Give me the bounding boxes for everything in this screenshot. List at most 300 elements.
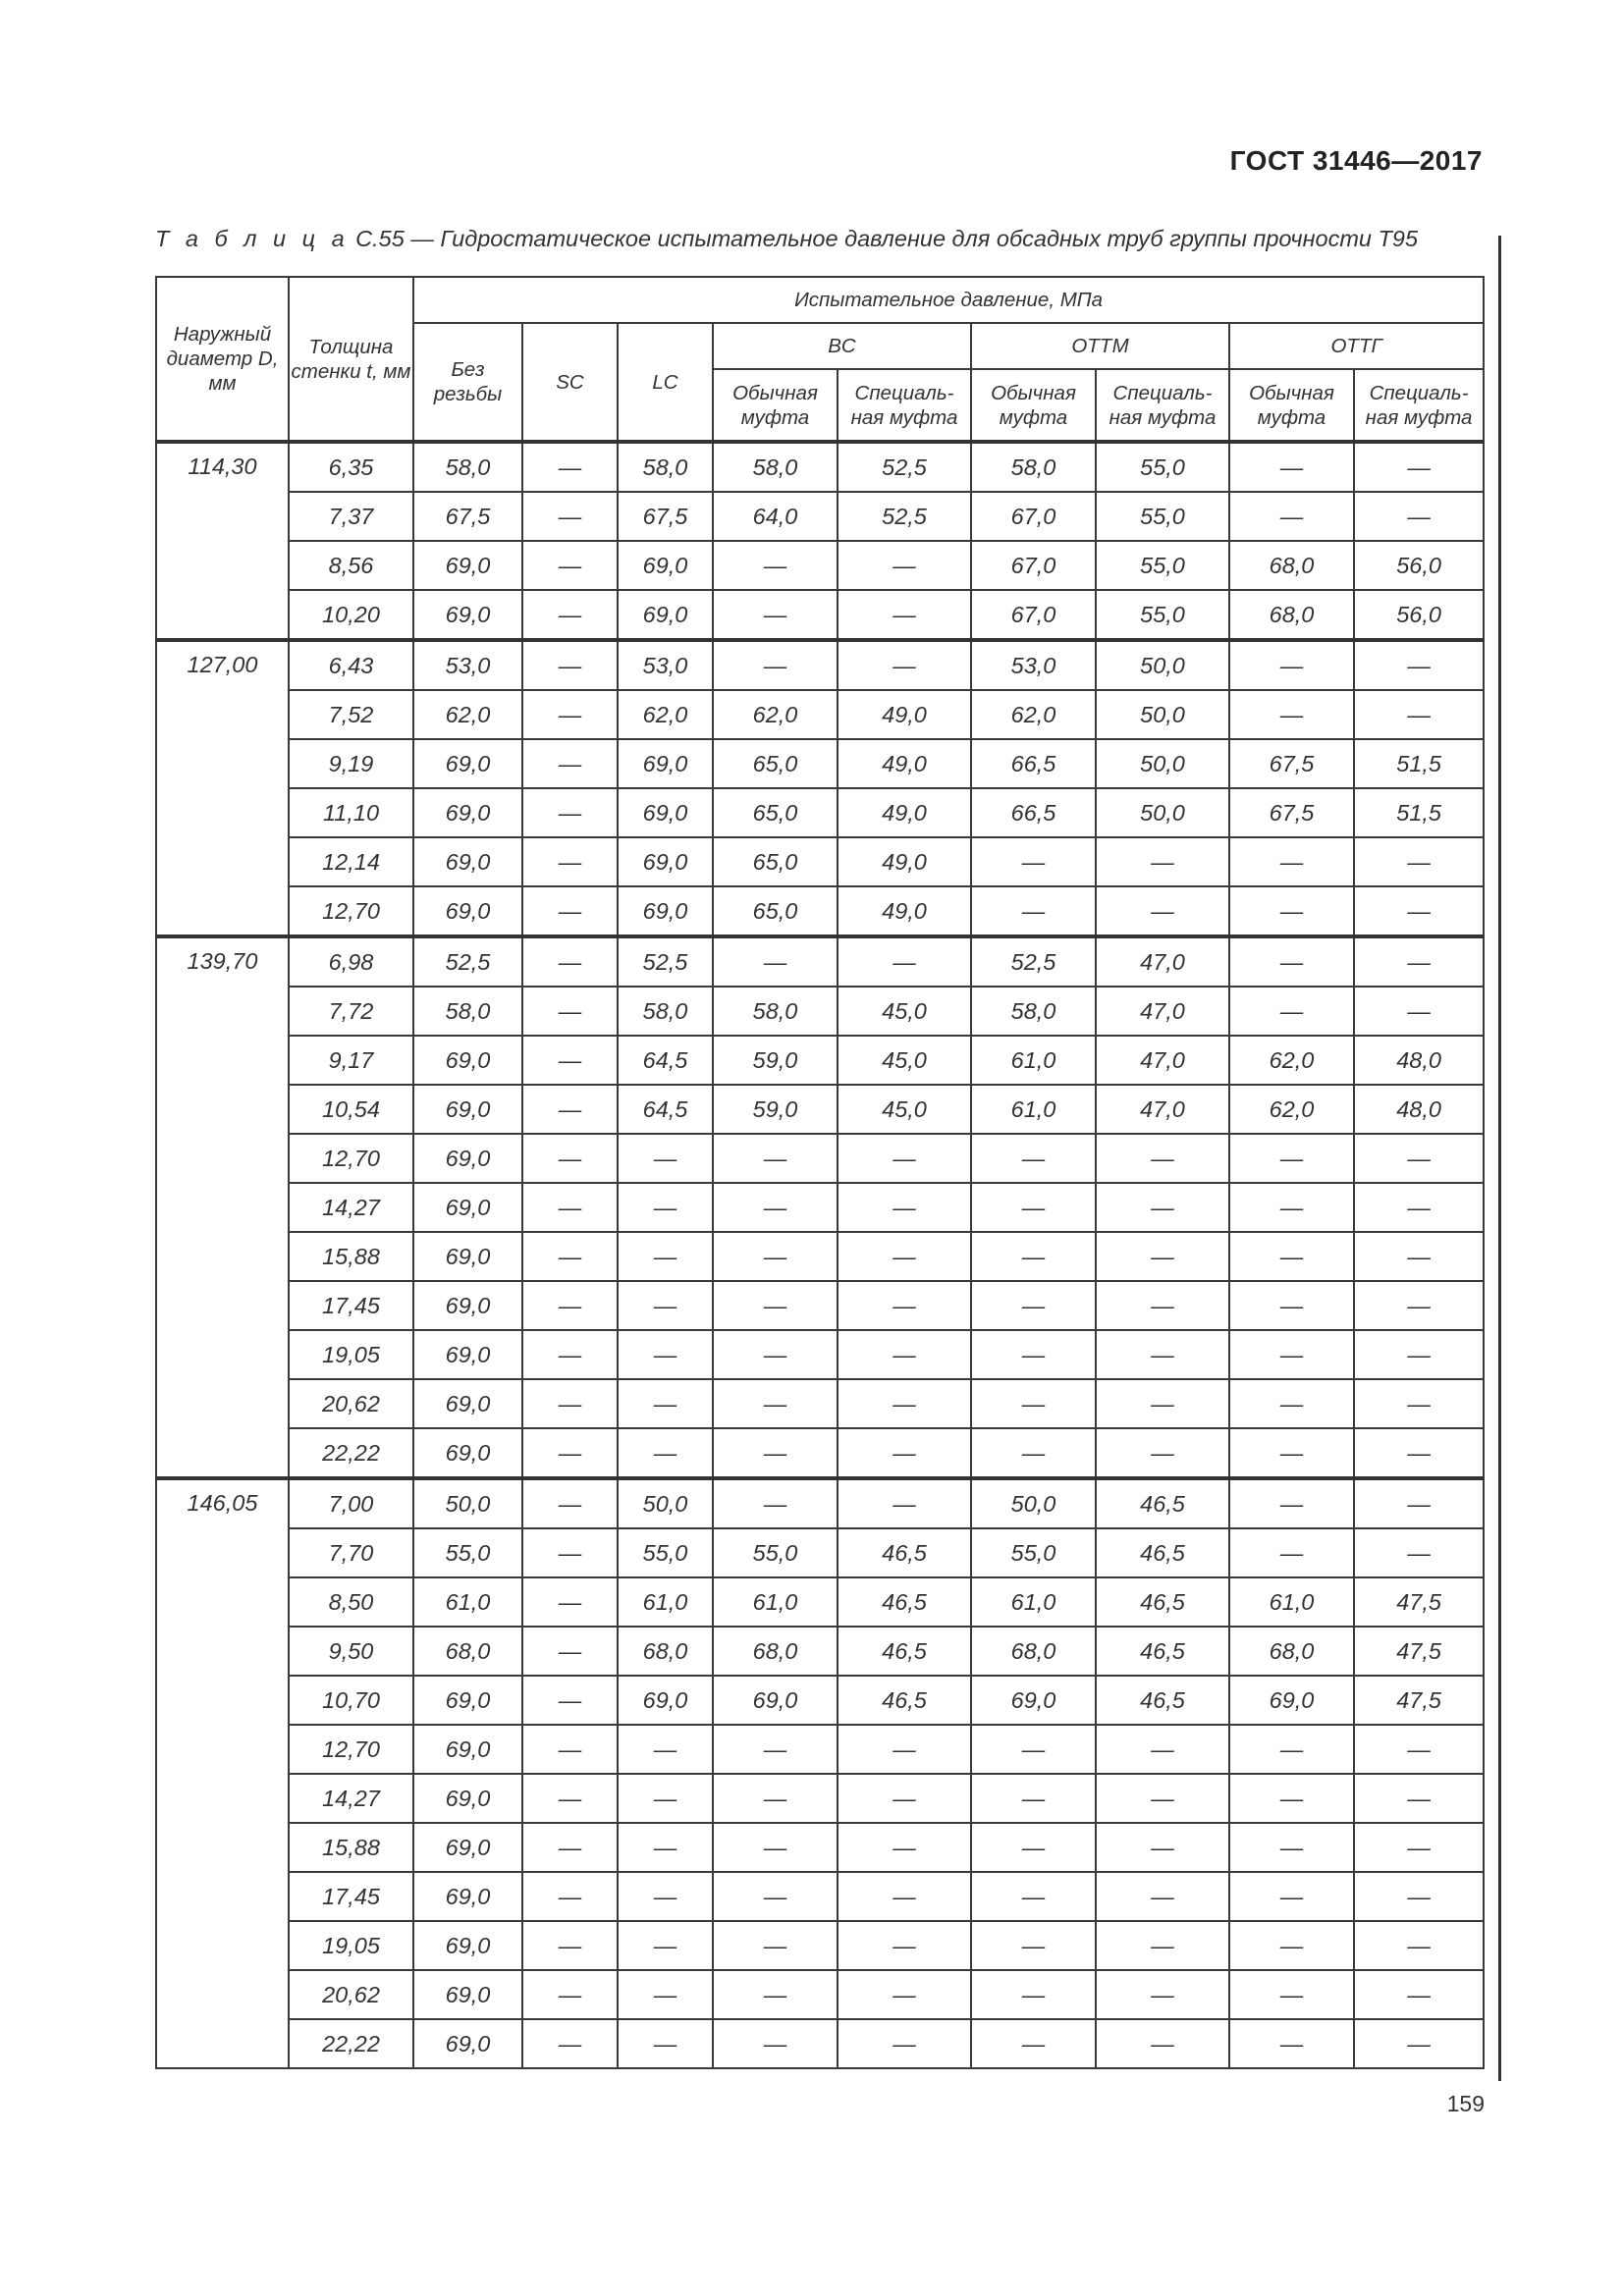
margin-rule [1498,236,1501,2081]
cell-wall-thickness: 7,37 [289,492,413,541]
cell-lc: — [618,1921,713,1970]
cell-bc-regular: — [713,1872,838,1921]
cell-no-thread: 69,0 [413,1823,522,1872]
cell-lc: — [618,1134,713,1183]
cell-wall-thickness: 14,27 [289,1183,413,1232]
cell-lc: 50,0 [618,1478,713,1528]
cell-ottm-special: — [1096,1134,1229,1183]
cell-lc: — [618,1823,713,1872]
cell-ottm-regular: 52,5 [971,936,1096,987]
cell-ottm-special: 55,0 [1096,541,1229,590]
cell-sc: — [522,541,618,590]
table-row [156,1036,1484,1085]
cell-ottg-special: — [1354,1183,1484,1232]
cell-bc-regular: 65,0 [713,788,838,837]
cell-sc: — [522,739,618,788]
cell-ottm-special: 55,0 [1096,590,1229,640]
cell-sc: — [522,1577,618,1627]
cell-ottm-special: — [1096,2019,1229,2068]
cell-bc-special: 46,5 [838,1528,971,1577]
cell-lc: 68,0 [618,1627,713,1676]
cell-ottg-special: — [1354,987,1484,1036]
cell-sc: — [522,1872,618,1921]
cell-diameter: 127,00 [156,640,289,936]
header-ottm-regular: Обычная муфта [971,369,1096,442]
cell-ottm-special: 46,5 [1096,1528,1229,1577]
cell-ottg-regular: 69,0 [1229,1676,1354,1725]
cell-ottm-regular: — [971,1970,1096,2019]
cell-no-thread: 69,0 [413,541,522,590]
table-row [156,2019,1484,2068]
header-bc: BC [713,323,971,369]
cell-no-thread: 69,0 [413,1134,522,1183]
cell-ottm-special: — [1096,837,1229,886]
cell-wall-thickness: 12,14 [289,837,413,886]
cell-bc-special: — [838,1428,971,1478]
cell-ottm-special: 50,0 [1096,788,1229,837]
cell-sc: — [522,1970,618,2019]
cell-ottg-regular: — [1229,936,1354,987]
cell-sc: — [522,640,618,690]
cell-ottm-special: — [1096,1725,1229,1774]
cell-lc: — [618,1774,713,1823]
cell-no-thread: 58,0 [413,442,522,492]
cell-ottm-regular: 55,0 [971,1528,1096,1577]
cell-ottm-regular: 58,0 [971,987,1096,1036]
cell-diameter: 146,05 [156,1478,289,2068]
cell-wall-thickness: 12,70 [289,1134,413,1183]
cell-lc: 58,0 [618,442,713,492]
cell-ottm-special: — [1096,1232,1229,1281]
cell-lc: 69,0 [618,739,713,788]
table-row [156,1428,1484,1478]
cell-bc-regular: — [713,1970,838,2019]
table-caption-prefix: Т а б л и ц а [155,226,350,251]
cell-ottg-special: — [1354,1379,1484,1428]
header-diameter: Наружный диаметр D, мм [156,277,289,442]
cell-bc-regular: — [713,1823,838,1872]
cell-bc-special: — [838,1478,971,1528]
cell-no-thread: 69,0 [413,886,522,936]
cell-ottg-regular: 62,0 [1229,1085,1354,1134]
cell-ottm-special: — [1096,1183,1229,1232]
cell-lc: — [618,1379,713,1428]
cell-no-thread: 69,0 [413,1085,522,1134]
cell-bc-regular: — [713,1478,838,1528]
cell-bc-regular: 59,0 [713,1036,838,1085]
cell-ottg-regular: — [1229,1528,1354,1577]
pressure-table [155,276,1485,2069]
cell-sc: — [522,2019,618,2068]
table-row [156,492,1484,541]
cell-ottg-special: — [1354,1872,1484,1921]
cell-bc-regular: 59,0 [713,1085,838,1134]
cell-bc-special: — [838,1232,971,1281]
cell-ottg-regular: — [1229,1921,1354,1970]
cell-no-thread: 69,0 [413,788,522,837]
cell-bc-special: — [838,1970,971,2019]
cell-ottg-regular: — [1229,442,1354,492]
cell-ottm-regular: 53,0 [971,640,1096,690]
cell-lc: — [618,1330,713,1379]
cell-lc: 69,0 [618,886,713,936]
cell-diameter: 139,70 [156,936,289,1478]
cell-bc-special: — [838,2019,971,2068]
cell-bc-regular: 64,0 [713,492,838,541]
cell-lc: — [618,1183,713,1232]
cell-bc-special: 45,0 [838,987,971,1036]
cell-bc-special: 52,5 [838,442,971,492]
cell-lc: — [618,1281,713,1330]
table-row [156,640,1484,690]
cell-lc: — [618,1232,713,1281]
cell-bc-regular: 69,0 [713,1676,838,1725]
cell-ottm-regular: — [971,2019,1096,2068]
cell-ottg-regular: 68,0 [1229,590,1354,640]
cell-wall-thickness: 6,43 [289,640,413,690]
cell-bc-special: 49,0 [838,837,971,886]
table-row [156,590,1484,640]
cell-ottm-special: 47,0 [1096,936,1229,987]
table-caption-text: С.55 — Гидростатическое испытательное давление для обсадных труб группы прочности Т95 [349,226,1419,251]
cell-bc-special: — [838,590,971,640]
cell-lc: 67,5 [618,492,713,541]
cell-bc-special: — [838,1725,971,1774]
table-row [156,1478,1484,1528]
header-wall-thickness: Толщина стенки t, мм [289,277,413,442]
cell-ottg-special: — [1354,2019,1484,2068]
table-row [156,1379,1484,1428]
cell-ottm-special: — [1096,1921,1229,1970]
cell-no-thread: 69,0 [413,1379,522,1428]
cell-wall-thickness: 17,45 [289,1281,413,1330]
cell-sc: — [522,1379,618,1428]
cell-ottm-special: — [1096,1970,1229,2019]
cell-ottg-special: — [1354,1725,1484,1774]
cell-ottg-regular: 68,0 [1229,1627,1354,1676]
cell-lc: — [618,1872,713,1921]
cell-bc-special: — [838,541,971,590]
cell-ottg-special: — [1354,1232,1484,1281]
cell-wall-thickness: 22,22 [289,2019,413,2068]
cell-bc-regular: — [713,1134,838,1183]
cell-no-thread: 55,0 [413,1528,522,1577]
cell-ottg-special: 47,5 [1354,1676,1484,1725]
cell-ottm-regular: 66,5 [971,788,1096,837]
cell-sc: — [522,1627,618,1676]
cell-ottg-special: 51,5 [1354,739,1484,788]
table-row [156,1085,1484,1134]
cell-ottm-regular: — [971,1774,1096,1823]
cell-bc-special: — [838,1823,971,1872]
cell-wall-thickness: 11,10 [289,788,413,837]
header-ottg-regular: Обычная муфта [1229,369,1354,442]
header-bc-regular: Обычная муфта [713,369,838,442]
table-row [156,1725,1484,1774]
cell-no-thread: 69,0 [413,1232,522,1281]
cell-ottm-regular: 67,0 [971,590,1096,640]
cell-sc: — [522,1725,618,1774]
cell-bc-regular: — [713,1774,838,1823]
cell-bc-special: 52,5 [838,492,971,541]
cell-ottm-regular: 58,0 [971,442,1096,492]
cell-ottm-regular: — [971,837,1096,886]
cell-wall-thickness: 12,70 [289,1725,413,1774]
cell-ottm-regular: 67,0 [971,541,1096,590]
cell-sc: — [522,1676,618,1725]
cell-wall-thickness: 6,98 [289,936,413,987]
cell-ottm-special: 47,0 [1096,987,1229,1036]
cell-bc-regular: — [713,2019,838,2068]
cell-ottg-special: — [1354,837,1484,886]
table-row [156,1774,1484,1823]
cell-ottm-special: — [1096,1379,1229,1428]
cell-ottm-regular: — [971,1872,1096,1921]
cell-bc-regular: 62,0 [713,690,838,739]
cell-bc-regular: — [713,1183,838,1232]
cell-bc-regular: — [713,541,838,590]
cell-ottg-regular: — [1229,1774,1354,1823]
cell-sc: — [522,837,618,886]
cell-bc-special: 49,0 [838,739,971,788]
cell-bc-special: — [838,1774,971,1823]
cell-sc: — [522,690,618,739]
cell-ottm-special: 46,5 [1096,1676,1229,1725]
cell-ottm-regular: — [971,1823,1096,1872]
cell-bc-regular: — [713,640,838,690]
table-row [156,1330,1484,1379]
cell-no-thread: 69,0 [413,1281,522,1330]
cell-bc-regular: — [713,1281,838,1330]
cell-ottg-special: — [1354,1823,1484,1872]
cell-lc: 69,0 [618,541,713,590]
cell-ottg-special: 56,0 [1354,541,1484,590]
cell-sc: — [522,492,618,541]
cell-ottm-special: — [1096,1281,1229,1330]
cell-sc: — [522,1528,618,1577]
cell-no-thread: 69,0 [413,1036,522,1085]
cell-ottm-special: 46,5 [1096,1627,1229,1676]
cell-ottg-regular: — [1229,987,1354,1036]
table-row [156,1183,1484,1232]
cell-no-thread: 69,0 [413,1774,522,1823]
cell-ottm-regular: — [971,1725,1096,1774]
cell-ottg-regular: 62,0 [1229,1036,1354,1085]
cell-ottm-regular: — [971,1134,1096,1183]
standard-number: ГОСТ 31446—2017 [1229,145,1483,176]
cell-wall-thickness: 15,88 [289,1823,413,1872]
cell-ottg-special: 48,0 [1354,1036,1484,1085]
header-bc-special: Специаль-ная муфта [838,369,971,442]
cell-lc: 62,0 [618,690,713,739]
cell-ottm-special: 55,0 [1096,492,1229,541]
cell-no-thread: 69,0 [413,590,522,640]
cell-ottg-regular: — [1229,1379,1354,1428]
cell-sc: — [522,1774,618,1823]
table-row [156,1970,1484,2019]
cell-bc-special: — [838,640,971,690]
cell-no-thread: 69,0 [413,1921,522,1970]
cell-lc: 69,0 [618,1676,713,1725]
cell-ottg-special: 47,5 [1354,1627,1484,1676]
cell-ottm-special: 46,5 [1096,1577,1229,1627]
cell-ottm-special: 47,0 [1096,1036,1229,1085]
cell-ottg-regular: — [1229,1134,1354,1183]
cell-sc: — [522,1921,618,1970]
cell-ottm-special: 50,0 [1096,640,1229,690]
cell-ottg-regular: — [1229,1823,1354,1872]
cell-ottg-regular: — [1229,492,1354,541]
cell-bc-special: 49,0 [838,886,971,936]
cell-lc: 64,5 [618,1036,713,1085]
cell-no-thread: 69,0 [413,1872,522,1921]
header-ottg: ОТТГ [1229,323,1484,369]
header-ottm-special: Специаль-ная муфта [1096,369,1229,442]
cell-bc-special: — [838,1872,971,1921]
cell-sc: — [522,1428,618,1478]
header-ottg-special: Специаль-ная муфта [1354,369,1484,442]
cell-bc-special: — [838,936,971,987]
cell-wall-thickness: 22,22 [289,1428,413,1478]
cell-ottm-special: 55,0 [1096,442,1229,492]
cell-lc: — [618,1725,713,1774]
cell-wall-thickness: 12,70 [289,886,413,936]
cell-ottm-special: 50,0 [1096,739,1229,788]
cell-no-thread: 50,0 [413,1478,522,1528]
cell-ottg-special: — [1354,1428,1484,1478]
cell-lc: 52,5 [618,936,713,987]
cell-no-thread: 61,0 [413,1577,522,1627]
cell-wall-thickness: 7,00 [289,1478,413,1528]
table-row [156,690,1484,739]
table-row [156,1872,1484,1921]
cell-wall-thickness: 6,35 [289,442,413,492]
cell-wall-thickness: 19,05 [289,1921,413,1970]
cell-ottm-regular: — [971,886,1096,936]
cell-wall-thickness: 7,70 [289,1528,413,1577]
cell-ottg-special: — [1354,442,1484,492]
cell-lc: — [618,1428,713,1478]
cell-bc-regular: — [713,1232,838,1281]
cell-ottm-regular: — [971,1232,1096,1281]
cell-bc-special: 46,5 [838,1627,971,1676]
cell-ottm-special: 50,0 [1096,690,1229,739]
cell-diameter: 114,30 [156,442,289,640]
cell-ottg-regular: 67,5 [1229,739,1354,788]
table-row [156,1921,1484,1970]
cell-wall-thickness: 15,88 [289,1232,413,1281]
cell-bc-special: 49,0 [838,788,971,837]
cell-wall-thickness: 20,62 [289,1970,413,2019]
cell-ottg-special: — [1354,936,1484,987]
cell-no-thread: 69,0 [413,2019,522,2068]
cell-bc-regular: 61,0 [713,1577,838,1627]
cell-ottg-regular: — [1229,1872,1354,1921]
table-row [156,1823,1484,1872]
cell-sc: — [522,1330,618,1379]
cell-ottm-special: — [1096,1330,1229,1379]
cell-ottm-regular: — [971,1281,1096,1330]
cell-ottm-special: — [1096,886,1229,936]
cell-ottg-special: — [1354,492,1484,541]
cell-sc: — [522,590,618,640]
cell-ottg-regular: 61,0 [1229,1577,1354,1627]
table-row [156,541,1484,590]
table-row [156,1528,1484,1577]
cell-ottm-regular: 66,5 [971,739,1096,788]
cell-bc-regular: — [713,1379,838,1428]
cell-ottm-regular: 61,0 [971,1085,1096,1134]
table-body [156,442,1484,2068]
table-row [156,1577,1484,1627]
cell-ottg-regular: — [1229,1478,1354,1528]
cell-no-thread: 69,0 [413,1725,522,1774]
cell-bc-regular: 65,0 [713,886,838,936]
table-caption [155,226,1500,252]
table-row [156,987,1484,1036]
cell-bc-regular: 58,0 [713,987,838,1036]
cell-wall-thickness: 10,20 [289,590,413,640]
cell-wall-thickness: 7,72 [289,987,413,1036]
cell-ottg-regular: — [1229,886,1354,936]
cell-wall-thickness: 7,52 [289,690,413,739]
cell-wall-thickness: 19,05 [289,1330,413,1379]
cell-sc: — [522,886,618,936]
table-row [156,886,1484,936]
cell-bc-regular: — [713,1428,838,1478]
cell-no-thread: 67,5 [413,492,522,541]
cell-wall-thickness: 14,27 [289,1774,413,1823]
cell-ottg-special: — [1354,1528,1484,1577]
header-sc: SC [522,323,618,442]
cell-ottg-special: 48,0 [1354,1085,1484,1134]
cell-sc: — [522,1085,618,1134]
cell-ottg-regular: — [1229,1725,1354,1774]
cell-ottg-regular: — [1229,640,1354,690]
cell-ottg-special: — [1354,1478,1484,1528]
cell-lc: — [618,1970,713,2019]
header-ottm: ОТТМ [971,323,1229,369]
cell-sc: — [522,936,618,987]
table-row [156,788,1484,837]
header-no-thread: Без резьбы [413,323,522,442]
cell-wall-thickness: 20,62 [289,1379,413,1428]
cell-ottm-regular: — [971,1428,1096,1478]
cell-ottm-regular: — [971,1330,1096,1379]
cell-bc-special: — [838,1921,971,1970]
cell-bc-special: 49,0 [838,690,971,739]
cell-no-thread: 62,0 [413,690,522,739]
page-number: 159 [1446,2091,1485,2116]
cell-ottm-regular: 61,0 [971,1577,1096,1627]
cell-ottm-regular: 67,0 [971,492,1096,541]
cell-wall-thickness: 9,19 [289,739,413,788]
cell-ottm-regular: 68,0 [971,1627,1096,1676]
cell-ottg-special: — [1354,1281,1484,1330]
cell-bc-special: 46,5 [838,1676,971,1725]
cell-bc-special: — [838,1281,971,1330]
cell-ottg-regular: — [1229,690,1354,739]
cell-ottg-special: — [1354,1921,1484,1970]
cell-ottm-special: — [1096,1428,1229,1478]
header-test-pressure: Испытательное давление, МПа [413,277,1484,323]
cell-sc: — [522,1232,618,1281]
cell-ottm-special: — [1096,1872,1229,1921]
cell-ottg-regular: — [1229,2019,1354,2068]
cell-no-thread: 53,0 [413,640,522,690]
cell-bc-regular: — [713,590,838,640]
cell-ottg-regular: — [1229,1232,1354,1281]
